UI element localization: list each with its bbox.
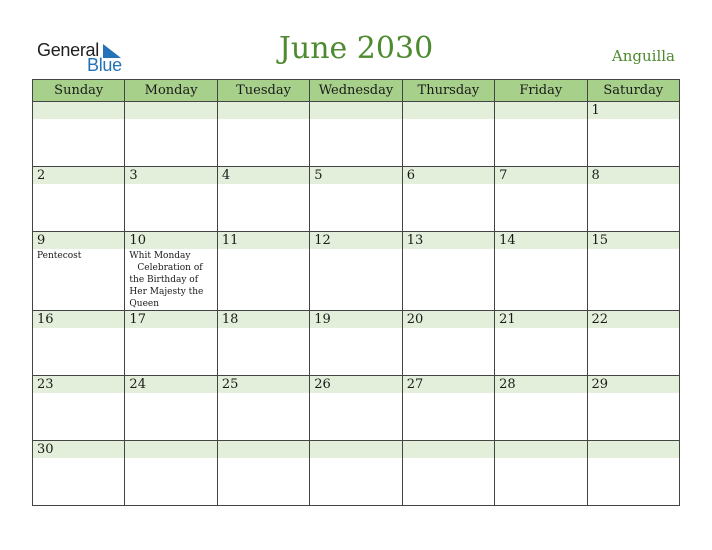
- day-cell: [33, 441, 125, 506]
- day-number: 5: [310, 167, 401, 184]
- day-cell: [402, 232, 494, 311]
- weekday-sunday: Sunday: [33, 80, 125, 102]
- day-number: 13: [403, 232, 494, 249]
- week-row-2: [33, 167, 680, 232]
- country-name: Anguilla: [611, 47, 675, 65]
- day-cell: [587, 232, 679, 311]
- day-cell: [310, 376, 402, 441]
- logo-word-blue: Blue: [87, 55, 122, 75]
- week-row-3: [33, 232, 680, 311]
- day-cell: [495, 441, 587, 506]
- day-cell: [495, 167, 587, 232]
- day-number: [310, 102, 401, 119]
- day-cell: [33, 232, 125, 311]
- day-cell: [495, 311, 587, 376]
- day-cell: [217, 102, 309, 167]
- day-cell: [587, 167, 679, 232]
- day-cell: [217, 376, 309, 441]
- weekday-monday: Monday: [125, 80, 217, 102]
- weekday-header-row: [33, 80, 680, 102]
- day-cell: [125, 311, 217, 376]
- day-number: [495, 441, 586, 458]
- day-number: 26: [310, 376, 401, 393]
- day-cell: [125, 167, 217, 232]
- day-number: [125, 102, 216, 119]
- day-number: 15: [588, 232, 679, 249]
- day-number: 27: [403, 376, 494, 393]
- day-number: [33, 102, 124, 119]
- day-cell: [402, 167, 494, 232]
- day-number: 1: [588, 102, 679, 119]
- day-cell: [33, 376, 125, 441]
- day-number: [310, 441, 401, 458]
- day-cell: [125, 102, 217, 167]
- weekday-friday: Friday: [495, 80, 587, 102]
- calendar-grid: [32, 79, 680, 506]
- day-number: 14: [495, 232, 586, 249]
- weekday-wednesday: Wednesday: [310, 80, 402, 102]
- day-number: 6: [403, 167, 494, 184]
- day-number: 16: [33, 311, 124, 328]
- day-number: 9: [33, 232, 124, 249]
- day-number: 17: [125, 311, 216, 328]
- day-cell: [587, 311, 679, 376]
- day-number: [588, 441, 679, 458]
- weekday-tuesday: Tuesday: [217, 80, 309, 102]
- day-cell: [310, 232, 402, 311]
- day-cell: [217, 311, 309, 376]
- day-cell: [33, 102, 125, 167]
- day-number: 24: [125, 376, 216, 393]
- day-number: 2: [33, 167, 124, 184]
- day-cell: [33, 311, 125, 376]
- day-cell: [402, 376, 494, 441]
- holiday-pentecost: Pentecost: [37, 251, 82, 261]
- day-number: 28: [495, 376, 586, 393]
- day-cell: [495, 232, 587, 311]
- logo-word-general: General: [37, 40, 99, 60]
- day-number: 29: [588, 376, 679, 393]
- day-cell: [495, 376, 587, 441]
- day-cell: [587, 376, 679, 441]
- day-cell: [217, 232, 309, 311]
- day-number: 7: [495, 167, 586, 184]
- day-cell: [125, 376, 217, 441]
- day-cell: [125, 441, 217, 506]
- day-number: [403, 441, 494, 458]
- day-cell: [125, 232, 217, 311]
- day-number: [403, 102, 494, 119]
- day-number: [218, 102, 309, 119]
- day-number: [125, 441, 216, 458]
- day-number: 20: [403, 311, 494, 328]
- day-cell: [217, 441, 309, 506]
- weekday-saturday: Saturday: [587, 80, 679, 102]
- day-number: 4: [218, 167, 309, 184]
- week-row-1: [33, 102, 680, 167]
- day-cell: [217, 167, 309, 232]
- day-number: 8: [588, 167, 679, 184]
- day-number: 11: [218, 232, 309, 249]
- day-cell: [310, 311, 402, 376]
- weekday-thursday: Thursday: [402, 80, 494, 102]
- day-number: 19: [310, 311, 401, 328]
- week-row-5: [33, 376, 680, 441]
- day-cell: [402, 311, 494, 376]
- calendar-title: June 2030: [278, 31, 434, 66]
- day-cell: [310, 167, 402, 232]
- day-number: [495, 102, 586, 119]
- day-number: [218, 441, 309, 458]
- day-number: 22: [588, 311, 679, 328]
- day-cell: [587, 102, 679, 167]
- day-number: 21: [495, 311, 586, 328]
- day-cell: [310, 441, 402, 506]
- day-cell: [402, 102, 494, 167]
- day-number: 10: [125, 232, 216, 249]
- day-cell: [310, 102, 402, 167]
- day-number: 12: [310, 232, 401, 249]
- day-cell: [587, 441, 679, 506]
- week-row-4: [33, 311, 680, 376]
- day-cell: [33, 167, 125, 232]
- holiday-whit-monday: Whit Monday: [129, 251, 191, 261]
- day-number: 3: [125, 167, 216, 184]
- day-number: 18: [218, 311, 309, 328]
- holiday-queens-birthday: Celebration of the Birthday of Her Majesty the Queen: [129, 263, 204, 309]
- day-cell: [402, 441, 494, 506]
- day-number: 23: [33, 376, 124, 393]
- week-row-6: [33, 441, 680, 506]
- day-cell: [495, 102, 587, 167]
- day-number: 30: [33, 441, 124, 458]
- day-number: 25: [218, 376, 309, 393]
